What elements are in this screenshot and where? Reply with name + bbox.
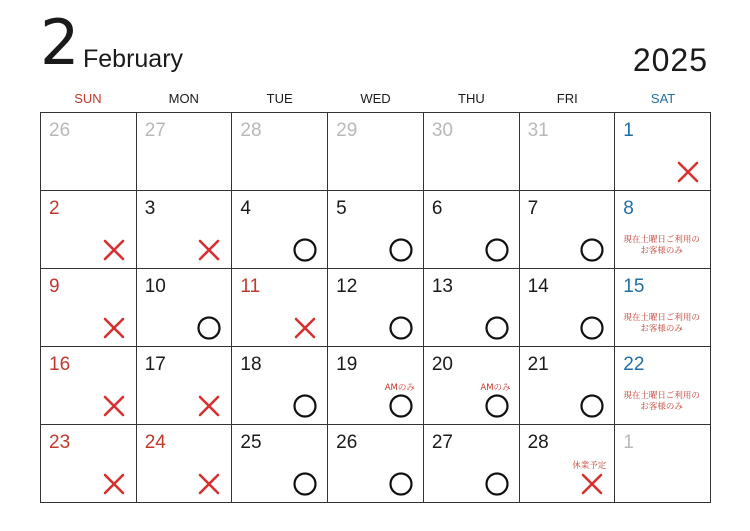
day-number: 4: [240, 198, 251, 219]
weekday-header-row: [40, 88, 711, 110]
day-number: 27: [144, 120, 166, 141]
day-cell: [328, 425, 424, 503]
day-number: 19: [336, 354, 358, 375]
day-cell: [615, 347, 711, 425]
day-cell: [41, 191, 137, 269]
weekday-tue: TUE: [266, 91, 293, 106]
day-cell: [520, 191, 616, 269]
circle-icon: [293, 238, 317, 262]
day-number: 3: [144, 198, 156, 219]
day-cell: [520, 425, 616, 503]
day-number: 29: [336, 120, 358, 141]
day-cell: [232, 269, 328, 347]
calendar-grid: [40, 112, 711, 503]
saturday-note: 現在土曜日ご利用の お客様のみ: [623, 313, 700, 334]
day-number: 26: [49, 120, 71, 141]
day-cell: [137, 191, 233, 269]
circle-icon: [580, 316, 604, 340]
day-number: 6: [431, 198, 443, 219]
circle-icon: [293, 394, 317, 418]
cross-icon: [676, 160, 700, 184]
cross-icon: [102, 238, 126, 262]
day-number: 11: [240, 276, 261, 297]
day-cell: [520, 347, 616, 425]
day-number: 15: [623, 276, 645, 297]
cross-icon: [197, 472, 221, 496]
day-cell: [615, 269, 711, 347]
day-note: AMのみ: [384, 383, 415, 393]
day-cell: [41, 269, 137, 347]
day-number: 16: [49, 354, 71, 375]
weekday-sat: SAT: [650, 91, 676, 106]
day-cell: [137, 347, 233, 425]
day-number: 12: [336, 276, 358, 297]
day-cell: [424, 269, 520, 347]
day-cell: [615, 191, 711, 269]
cross-icon: [580, 472, 604, 496]
day-number: 7: [527, 198, 539, 219]
day-cell: [520, 269, 616, 347]
circle-icon: [580, 238, 604, 262]
day-number: 13: [431, 276, 453, 297]
day-cell: [424, 347, 520, 425]
day-number: 30: [431, 120, 453, 141]
day-number: 1: [623, 432, 634, 453]
day-number: 17: [144, 354, 166, 375]
saturday-note: 現在土曜日ご利用の お客様のみ: [623, 391, 700, 412]
circle-icon: [580, 394, 604, 418]
weekday-fri: FRI: [556, 91, 578, 106]
day-note: 休業予定: [572, 461, 607, 471]
day-number: 21: [527, 354, 549, 375]
day-number: 2: [49, 198, 60, 219]
cross-icon: [197, 238, 221, 262]
circle-icon: [389, 394, 413, 418]
weekday-sun: SUN: [74, 91, 102, 106]
circle-icon: [197, 316, 221, 340]
day-cell: [328, 347, 424, 425]
day-number: 28: [527, 432, 549, 453]
circle-icon: [485, 472, 509, 496]
day-cell: [615, 113, 711, 191]
day-number: 25: [240, 432, 262, 453]
weekday-mon: MON: [168, 91, 199, 106]
weekday-wed: WED: [360, 91, 391, 106]
day-number: 8: [623, 198, 634, 219]
cross-icon: [102, 316, 126, 340]
weekday-thu: THU: [458, 91, 485, 106]
circle-icon: [485, 316, 509, 340]
circle-icon: [485, 394, 509, 418]
day-cell: [41, 425, 137, 503]
day-cell: [232, 113, 328, 191]
circle-icon: [389, 472, 413, 496]
day-cell: [328, 191, 424, 269]
day-number: 18: [240, 354, 262, 375]
day-cell: [137, 113, 233, 191]
day-number: 10: [144, 276, 166, 297]
day-number: 23: [49, 432, 71, 453]
day-number: 9: [49, 276, 60, 297]
cross-icon: [102, 472, 126, 496]
year: 2025: [632, 42, 708, 78]
circle-icon: [389, 316, 413, 340]
cross-icon: [293, 316, 317, 340]
day-number: 20: [431, 354, 453, 375]
month-name: February: [83, 45, 184, 73]
day-number: 5: [336, 198, 347, 219]
day-cell: [424, 191, 520, 269]
circle-icon: [389, 238, 413, 262]
day-cell: [424, 113, 520, 191]
day-number: 22: [623, 354, 645, 375]
circle-icon: [485, 238, 509, 262]
day-note: AMのみ: [480, 383, 511, 393]
saturday-note: 現在土曜日ご利用の お客様のみ: [623, 235, 700, 256]
day-cell: [137, 269, 233, 347]
day-cell: [520, 113, 616, 191]
day-cell: [41, 347, 137, 425]
day-cell: [424, 425, 520, 503]
day-cell: [41, 113, 137, 191]
day-number: 27: [431, 432, 453, 453]
day-cell: [328, 269, 424, 347]
day-cell: [615, 425, 711, 503]
circle-icon: [293, 472, 317, 496]
day-cell: [137, 425, 233, 503]
day-cell: [232, 191, 328, 269]
day-cell: [232, 347, 328, 425]
day-cell: [328, 113, 424, 191]
day-number: 24: [144, 432, 166, 453]
day-number: 26: [336, 432, 358, 453]
cross-icon: [197, 394, 221, 418]
day-cell: [232, 425, 328, 503]
day-number: 14: [527, 276, 549, 297]
cross-icon: [102, 394, 126, 418]
day-number: 31: [527, 120, 549, 141]
day-number: 1: [623, 120, 634, 141]
day-number: 28: [240, 120, 262, 141]
month-number: 2: [40, 6, 80, 79]
